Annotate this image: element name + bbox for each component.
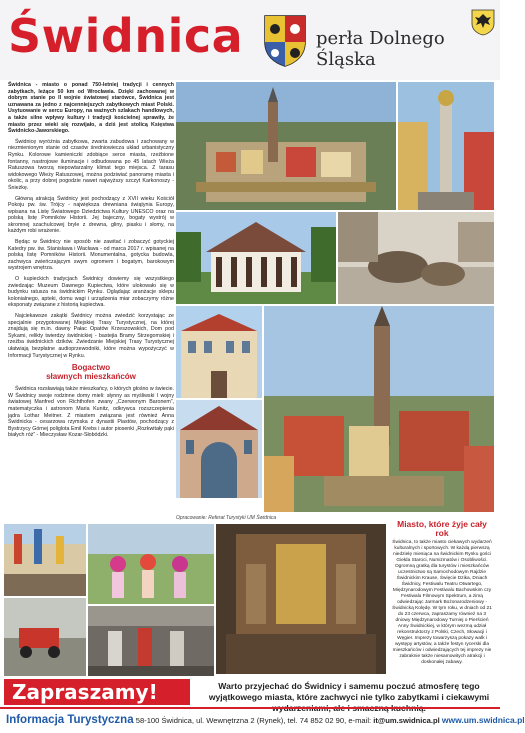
city-crest-icon [262, 12, 308, 68]
article-paragraph: O kupieckich tradycjach Świdnicy dowiemy się wszystkiego zwiedzając Muzeum Dawnego Kupiectwa, które ulokowało się w budynku ratusza na świdnickim Rynku. Oglądając aranżacje sklepu kolonialnego, apteki, domu wagi i urządzenia miar zobaczymy różne eksponaty związane z historią kupiectwa. [8, 276, 174, 309]
eagle-emblem-icon [470, 8, 496, 36]
page-title: Świdnica [8, 9, 244, 63]
photo-railway-station [176, 400, 262, 498]
photo-festival-street [4, 524, 86, 596]
photo-town-square-aerial [176, 82, 396, 210]
article-lead: Świdnica - miasto o ponad 750-letniej tradycji i cennych zabytkach, leżące 50 km od Wrocławia. Dzięki zachowanej w dobrym stanie po II wojnie światowej starówce, Świdnica jest uznawana za jedno z najcenniejszych zabytkowych miast Polski. Usytuowanie w sercu Europy, na ważnych szlakach handlowych, a także silne wpływy kultury i tradycji kościelnej sprawiły, że miasto przez wieki się rozwijało, a dziś jest stolicą Księstwa Świdnicko-Jaworskiego. [8, 82, 174, 135]
events-sidebar [390, 520, 494, 668]
tourist-info-label: Informacja Turystyczna [6, 714, 134, 726]
article-paragraph: Świdnica rozsławiają także mieszkańcy, o których głośno w świecie. W Świdnicy swoje rodzinne domy mieli: słynny as myśliwski I wojny światowej Manfred von Richthofen zwany „Czerwonym Baronem”, matematyczka i astronom Maria Kunitz, odkrywca rozszczepienia jądra Lothar Meitner. Z miastem związana jest również Anna Świdnicka - cesarzowa rzymska z dynastii Piastów, pochodzący z Bystrzycy Górnej poliglota Emil Krebs i autor piosenki „Rozkwitały pąki białych róż” - Mieczysław Kozar-Słobódzki. [8, 386, 174, 439]
main-article-column [8, 82, 174, 443]
website-link[interactable]: www.um.swidnica.pl [441, 715, 525, 725]
photo-cart-race [4, 598, 86, 676]
cta-banner: Zapraszamy! [4, 679, 190, 705]
photo-boar-sculpture [338, 212, 494, 304]
photo-caption: Opracowanie: Referat Turystyki UM Świdnica [176, 515, 277, 521]
photo-baroque-interior [216, 524, 386, 674]
footer-divider [0, 707, 500, 709]
photo-museum-building [176, 306, 262, 398]
sidebar-text: Świdnica, to także miasto ciekawych wydarzeń kulturalnych i sportowych. W każdą pierwszą niedzielę miesiąca na świdnickim Rynku gości Giełda Staroci, Numizmatów i Osobliwości. Ogromną gratką dla turystów i mieszkańców uczestnictwo są Samochodowym Rajdzie Świdnickim Krause, Święcie Dzika, Dniach Świdnicy, Festiwalu Teatru Otwartego, Międzynarodowym Festiwalu Bachowskim czy Festiwalu Filmowym Spektrum, a zimą odwiedzając Jarmark Bożonarodzeniowy - Świdnicką Kolędę. W tym roku, w dniach od 21 do 23 czerwca, zapraszamy również na 3 dniowy Międzynarodowy Turniej o Pierścień Anny Świdnickiej, w którym wezmą udział rekonstruktorzy z Polski, Czech, Słowacji i Węgier. Imprezy towarzyszą pokazy walk i występy artystów, a także festyn rycerski dla mieszkańców i odwiedzających tej imprezy nie zabraknie także niesamowitych atrakcji i doskonałej zabawy. [392, 540, 492, 665]
photo-old-town-panorama [264, 306, 494, 512]
photo-knights-tournament [88, 606, 214, 676]
photo-dancers [88, 524, 214, 604]
photo-fountain-column [398, 82, 494, 210]
cta-text: Warto przyjechać do Świdnicy i samemu poczuć atmosferę tego wyjątkowego miasta, które zachwyci nie tylko zabytkami i ciekawymi [208, 681, 490, 702]
article-paragraph: Najciekawsze zakątki Świdnicy można zwiedzić korzystając ze specjalnie przygotowanej Miejskiej Trasy Turystycznej, na której znajdują się m.in. dawny Pałac Opatów Krzeszowskich, Dom pod Sykami, relikty twierdzy świdnickiej - bastejia Bramy Strzegomskiej i rzeźba świdnickich dzików. Zwiedzanie Miejskiej Trasy Turystycznej ułatwiają bezpłatne audioprzewodniki, które można wypożyczyć w Informacji Turystycznej w Rynku. [8, 313, 174, 359]
article-paragraph: Główną atrakcją Świdnicy jest pochodzący z XVII wieku Kościół Pokoju pw. św. Trójcy - największa drewniana świątynia Europy, wpisana na Listę Światowego Dziedzictwa Kultury UNESCO oraz na polską listę Pomników Historii. Jej bajeczny, bogaty wystrój w skromnej szachulcowej bryle z drewna, gliny, piasku i słomy, na każdym robi wrażenie. [8, 195, 174, 235]
section-subheading: Bogactwo sławnych mieszkańców [46, 363, 136, 382]
contact-address: 58-100 Świdnica, ul. Wewnętrzna 2 (Rynek), tel. 74 852 02 90, e-mail: [135, 716, 372, 725]
sidebar-title: Miasto, które żyje cały rok [397, 519, 487, 538]
article-paragraph: Będąc w Świdnicy nie sposób nie zawitać i zobaczyć gotyckiej Katedry pw. św. Stanisława i Wacława - od marca 2017 r. wpisanej na polską listę Pomników Historii. Monumentalna, gotycka budowla, zachwyca zwieńczającym swym ogromem i bogatym, barokowym wystrojem wnętrza. [8, 239, 174, 272]
contact-line [6, 713, 525, 728]
article-paragraph: Świdnicę wyróżnia zabytkowa, zwarta zabudowa i zachowany w niezmienionym stanie od czasów średniowiecza układ urbanistyczny Rynku. Kolorowe kamieniczki zdobiące serce miasta, rzeźbione fontanny, nastrojowe iluminacje i odbudowana po 45 latach Wieża Ratuszowa tworzą niepowtarzalny klimat tego miejsca. Z tarasu widokowego Wieży Ratuszowej, można podziwiać panoramę miasta i okolic, a przy dobrej pogodzie nawet najwyższy szczyt Karkonoszy - Śnieżkę. [8, 138, 174, 191]
contact-email-link[interactable]: it@um.swidnica.pl [373, 716, 440, 725]
tagline: perła Dolnego Śląska [316, 28, 445, 70]
photo-church-of-peace [176, 212, 336, 304]
